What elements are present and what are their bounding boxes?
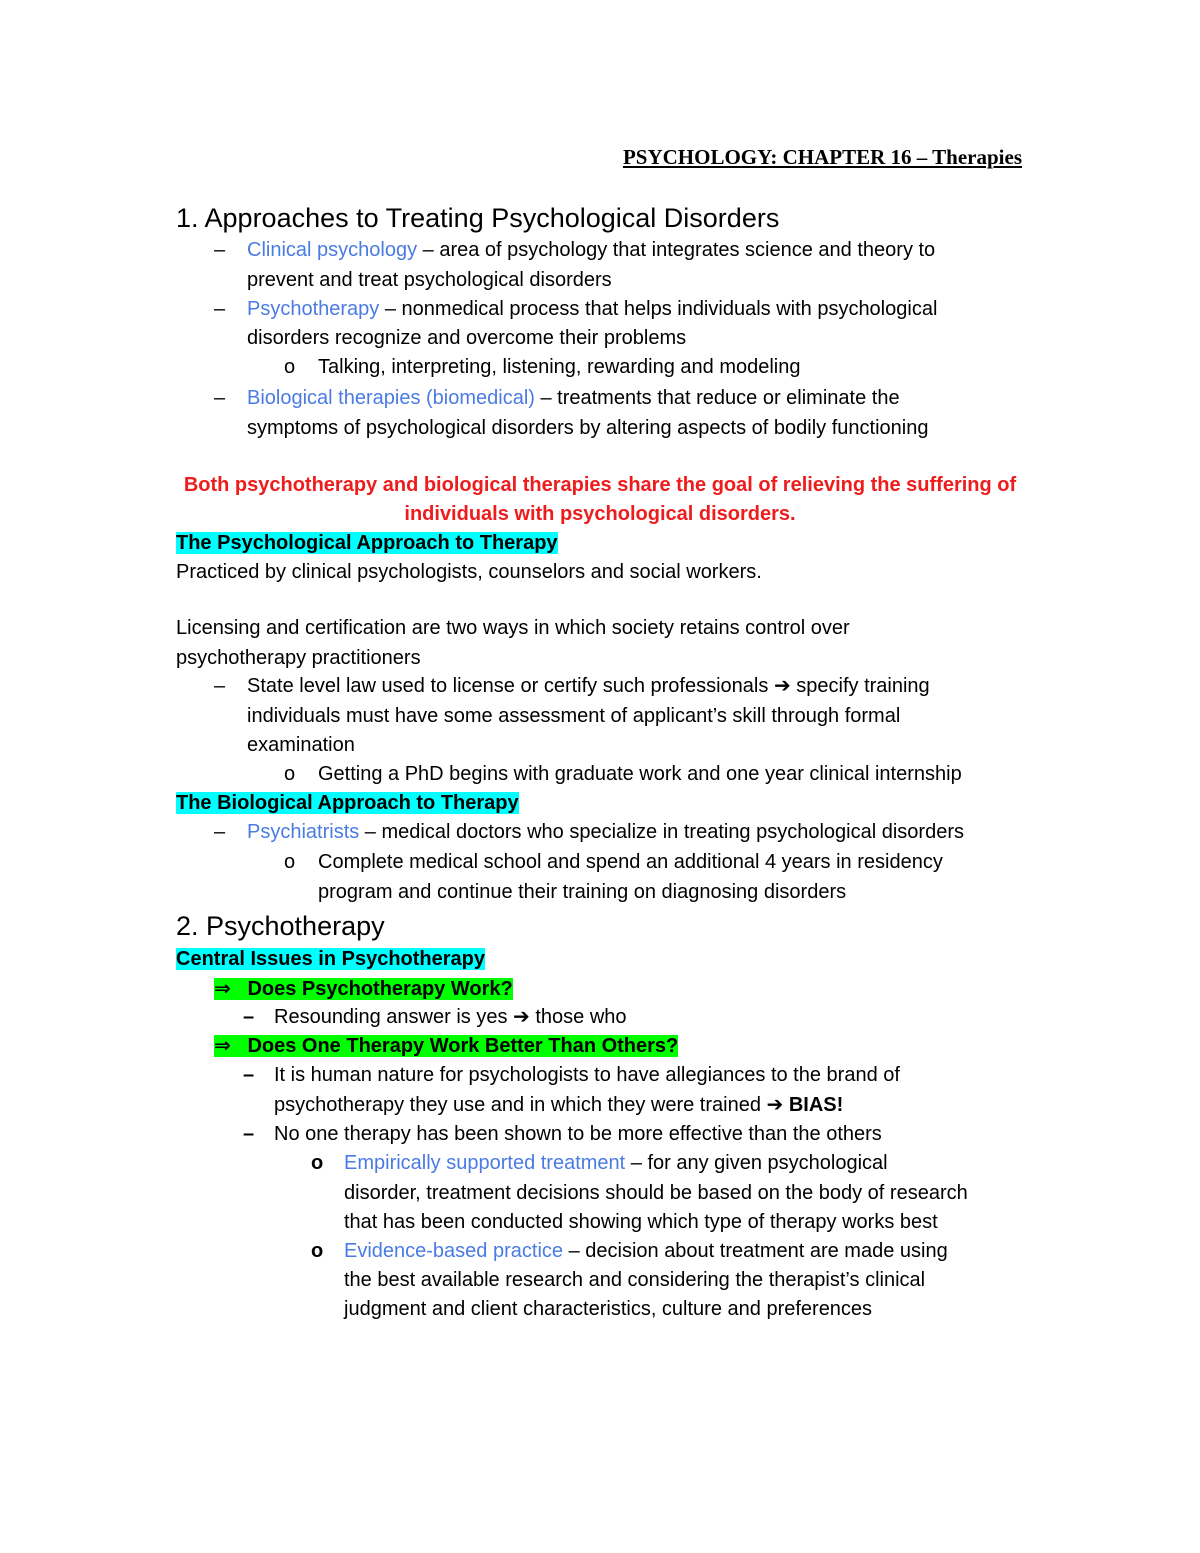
biological-therapies-line: Biological therapies (biomedical) – treatments that reduce or eliminate the: [247, 387, 900, 409]
human-nature-line-1: It is human nature for psychologists to have allegiances to the brand of: [274, 1064, 900, 1086]
bullet-dash: –: [243, 1123, 255, 1145]
question-2: ⇒ Does One Therapy Work Better Than Others?: [214, 1035, 679, 1057]
bullet-dash: –: [243, 1006, 255, 1028]
question-1-answer: Resounding answer is yes ➔ those who: [274, 1006, 627, 1028]
callout-line-1: Both psychotherapy and biological therapies share the goal of relieving the suffering of: [183, 474, 1017, 496]
biological-approach-heading: The Biological Approach to Therapy: [176, 792, 519, 814]
bullet-dash: –: [214, 298, 226, 320]
bullet-circle: o: [284, 356, 296, 378]
term-clinical-psychology: Clinical psychology: [247, 239, 418, 261]
term-psychiatrists: Psychiatrists: [247, 821, 360, 843]
page-title: PSYCHOLOGY: CHAPTER 16 – Therapies: [622, 145, 1022, 169]
bullet-dash: –: [214, 821, 226, 843]
question-1: ⇒ Does Psychotherapy Work?: [214, 978, 513, 1000]
biological-therapies-line-2: symptoms of psychological disorders by altering aspects of bodily functioning: [247, 417, 929, 439]
bullet-circle: o: [311, 1240, 324, 1262]
psychiatrists-line: Psychiatrists – medical doctors who specialize in treating psychological disorders: [247, 821, 964, 843]
central-issues-heading: Central Issues in Psychotherapy: [176, 948, 486, 970]
bullet-circle: o: [284, 851, 296, 873]
bias-label: BIAS!: [788, 1094, 844, 1116]
psychotherapy-sub-item: Talking, interpreting, listening, rewarding and modeling: [318, 356, 801, 378]
state-law-line-3: examination: [247, 734, 355, 756]
bullet-circle: o: [311, 1152, 324, 1174]
ebp-line-2: the best available research and considering the therapist’s clinical: [344, 1269, 926, 1291]
psychotherapy-line: Psychotherapy – nonmedical process that helps individuals with psychological: [247, 298, 938, 320]
psychological-approach-text: Practiced by clinical psychologists, counselors and social workers.: [176, 561, 762, 583]
bullet-dash: –: [214, 675, 226, 697]
human-nature-line-2: psychotherapy they use and in which they were trained ➔ BIAS!: [274, 1094, 844, 1116]
clinical-psychology-line-2: prevent and treat psychological disorders: [247, 269, 612, 291]
est-line-2: disorder, treatment decisions should be based on the body of research: [344, 1182, 968, 1204]
ebp-line-1: Evidence-based practice – decision about treatment are made using: [344, 1240, 948, 1262]
double-arrow-icon: ⇒: [214, 1035, 231, 1057]
residency-line-2: program and continue their training on diagnosing disorders: [318, 881, 847, 903]
section-1-heading: 1. Approaches to Treating Psychological Disorders: [176, 203, 780, 233]
state-law-line-2: individuals must have some assessment of applicant’s skill through formal: [247, 705, 901, 727]
clinical-psychology-line: Clinical psychology – area of psychology that integrates science and theory to: [247, 239, 936, 261]
bullet-dash: –: [243, 1064, 255, 1086]
est-line-1: Empirically supported treatment – for any given psychological: [344, 1152, 888, 1174]
term-psychotherapy: Psychotherapy: [247, 298, 380, 320]
term-evidence-based-practice: Evidence-based practice: [344, 1240, 564, 1262]
bullet-dash: –: [214, 387, 226, 409]
arrow-icon: ➔: [773, 675, 791, 697]
licensing-line-2: psychotherapy practitioners: [176, 647, 421, 669]
term-empirically-supported-treatment: Empirically supported treatment: [344, 1152, 626, 1174]
double-arrow-icon: ⇒: [214, 978, 231, 1000]
bullet-circle: o: [284, 763, 296, 785]
psychological-approach-heading: The Psychological Approach to Therapy: [176, 532, 558, 554]
section-2-heading: 2. Psychotherapy: [176, 911, 385, 941]
callout-line-2: individuals with psychological disorders.: [404, 503, 796, 525]
est-line-3: that has been conducted showing which type of therapy works best: [344, 1211, 938, 1233]
arrow-icon: ➔: [766, 1094, 784, 1116]
no-one-therapy-line: No one therapy has been shown to be more effective than the others: [274, 1123, 882, 1145]
bullet-dash: –: [214, 239, 226, 261]
residency-line-1: Complete medical school and spend an additional 4 years in residency: [318, 851, 943, 873]
ebp-line-3: judgment and client characteristics, culture and preferences: [344, 1298, 873, 1320]
psychotherapy-line-2: disorders recognize and overcome their problems: [247, 327, 687, 349]
term-biological-therapies: Biological therapies (biomedical): [247, 387, 535, 409]
phd-sub-item: Getting a PhD begins with graduate work and one year clinical internship: [318, 763, 962, 785]
arrow-icon: ➔: [513, 1006, 530, 1028]
licensing-line-1: Licensing and certification are two ways in which society retains control over: [176, 617, 850, 639]
state-law-line-1: State level law used to license or certify such professionals ➔ specify training: [247, 675, 930, 697]
